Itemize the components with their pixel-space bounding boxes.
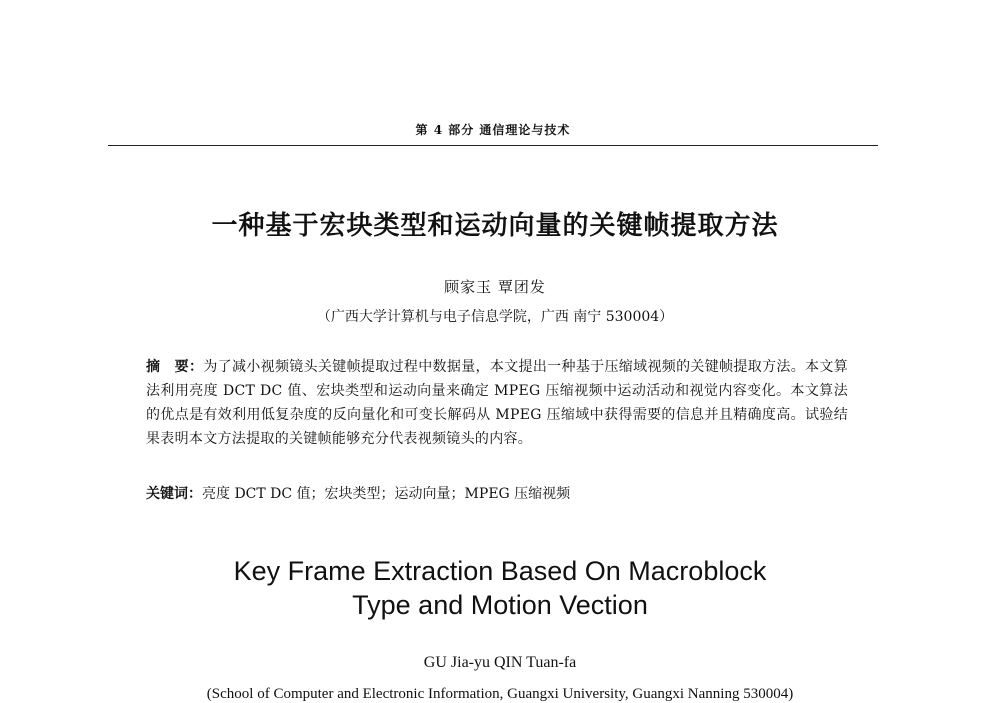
english-authors: GU Jia-yu QIN Tuan-fa [423, 654, 577, 671]
chinese-title: 一种基于宏块类型和运动向量的关键帧提取方法 [211, 211, 779, 241]
english-title [150, 554, 850, 622]
chinese-authors: 顾家玉 覃团发 [444, 278, 546, 296]
chinese-keywords [146, 483, 848, 503]
keywords-text: 亮度 DCT DC 值；宏块类型；运动向量；MPEG 压缩视频 [202, 486, 571, 502]
english-title-line-1: Key Frame Extraction Based On Macroblock [233, 556, 767, 586]
english-affiliation: (School of Computer and Electronic Information, Guangxi University, Guangxi Nanning 530004) [206, 686, 794, 702]
running-header: 第 4 部分 通信理论与技术 [415, 123, 571, 137]
abstract-label: 摘 要： [146, 359, 204, 375]
english-title-line-2: Type and Motion Vection [352, 590, 648, 620]
chinese-affiliation: （广西大学计算机与电子信息学院，广西 南宁 530004） [316, 309, 674, 325]
header-rule [108, 145, 878, 146]
abstract-text: 为了减小视频镜头关键帧提取过程中数据量，本文提出一种基于压缩域视频的关键帧提取方法。本文算法利用亮度 DCT DC 值、宏块类型和运动向量来确定 MPEG 压缩视频中运动活动和视觉内容变化。本文算法的优点是有效利用低复杂度的反向量化和可变长解码从 MPEG 压缩域中获得需要的信息并且精确度高。试验结果表明本文方法提取的关键帧能够充分代表视频镜头的内容。 [146, 359, 848, 447]
chinese-abstract [146, 355, 848, 451]
keywords-label: 关键词： [146, 486, 202, 502]
